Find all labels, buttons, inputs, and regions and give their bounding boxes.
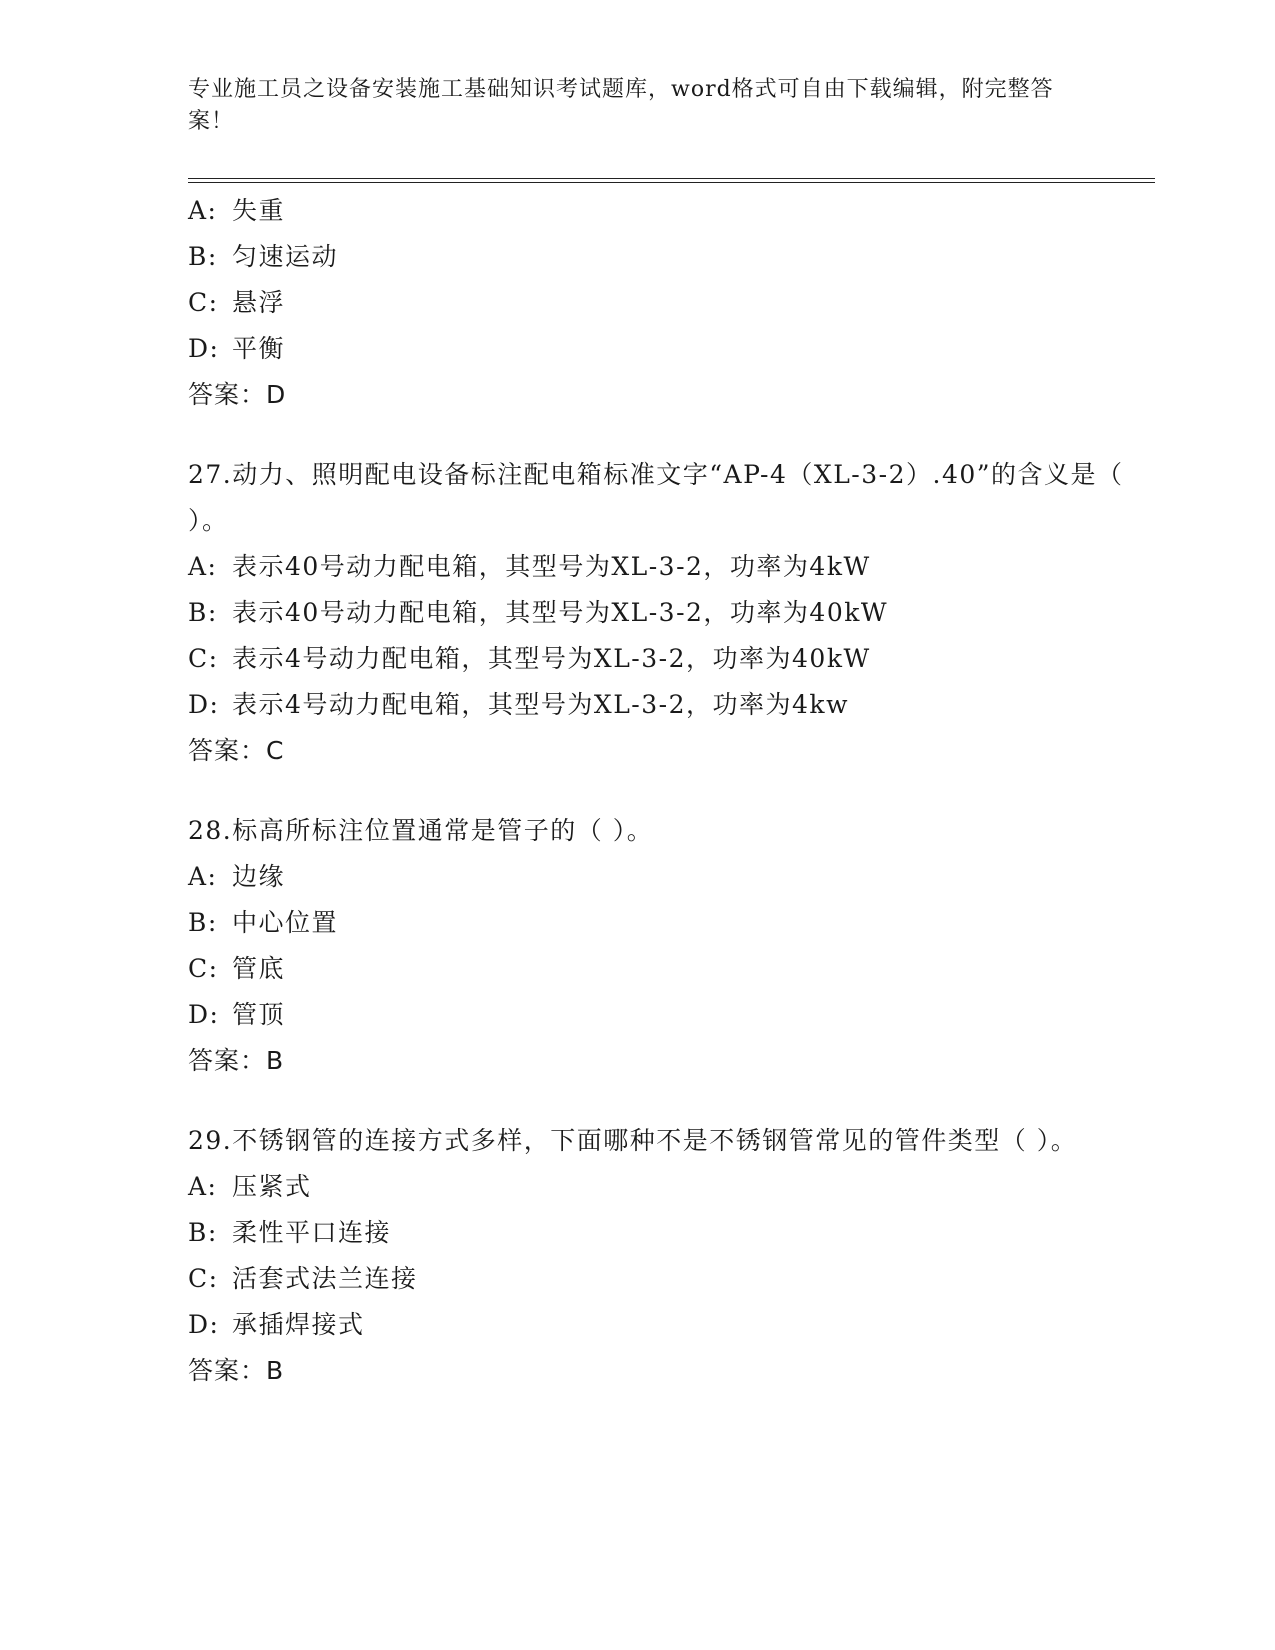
option-text: 表示40号动力配电箱，其型号为XL-3-2，功率为4kW <box>232 552 871 581</box>
answer-option <box>188 234 1158 280</box>
answer-option <box>188 280 1158 326</box>
option-text: 匀速运动 <box>232 242 339 271</box>
page-header: 专业施工员之设备安装施工基础知识考试题库，word格式可自由下载编辑，附完整答案！ <box>188 77 1054 134</box>
option-key: D: <box>188 334 220 363</box>
option-text: 承插焊接式 <box>232 1310 365 1339</box>
correct-answer: 答案：D <box>188 380 287 409</box>
option-text: 管顶 <box>232 1000 286 1029</box>
option-text: 中心位置 <box>232 908 339 937</box>
answer-option <box>188 1164 1158 1210</box>
answer-option <box>188 1302 1158 1348</box>
option-key: C: <box>188 288 219 317</box>
question-stem: 29.不锈钢管的连接方式多样，下面哪种不是不锈钢管常见的管件类型（ ）。 <box>188 1126 1078 1155</box>
option-key: B: <box>188 1218 218 1247</box>
answer-option <box>188 544 1158 590</box>
option-key: C: <box>188 644 219 673</box>
answer-option <box>188 1256 1158 1302</box>
question-spacer <box>188 418 1158 452</box>
option-text: 柔性平口连接 <box>232 1218 392 1247</box>
option-text: 管底 <box>232 954 286 983</box>
answer-option <box>188 992 1158 1038</box>
option-text: 表示40号动力配电箱，其型号为XL-3-2，功率为40kW <box>232 598 889 627</box>
option-key: A: <box>188 862 218 891</box>
header-divider-top <box>188 178 1155 179</box>
question-spacer <box>188 1084 1158 1118</box>
question-block <box>188 452 1158 774</box>
option-key: B: <box>188 598 218 627</box>
question-block <box>188 1118 1158 1394</box>
question-list <box>188 188 1158 1394</box>
answer-option <box>188 590 1158 636</box>
option-key: B: <box>188 242 218 271</box>
question-stem: 27.动力、照明配电设备标注配电箱标准文字“AP-4（XL-3-2）.40”的含义是（ ）。 <box>188 460 1124 535</box>
option-key: D: <box>188 1000 220 1029</box>
option-text: 表示4号动力配电箱，其型号为XL-3-2，功率为40kW <box>232 644 871 673</box>
answer-option <box>188 326 1158 372</box>
option-key: C: <box>188 1264 219 1293</box>
question-block <box>188 188 1158 418</box>
option-text: 悬浮 <box>232 288 286 317</box>
option-text: 活套式法兰连接 <box>232 1264 418 1293</box>
answer-option <box>188 900 1158 946</box>
answer-option <box>188 636 1158 682</box>
option-key: B: <box>188 908 218 937</box>
option-key: A: <box>188 552 218 581</box>
answer-option <box>188 854 1158 900</box>
correct-answer: 答案：C <box>188 736 285 765</box>
question-stem: 28.标高所标注位置通常是管子的（ ）。 <box>188 816 654 845</box>
question-block <box>188 808 1158 1084</box>
answer-option <box>188 1210 1158 1256</box>
option-text: 失重 <box>232 196 286 225</box>
correct-answer: 答案：B <box>188 1046 285 1075</box>
option-text: 平衡 <box>232 334 286 363</box>
option-key: C: <box>188 954 219 983</box>
option-key: A: <box>188 1172 218 1201</box>
question-spacer <box>188 774 1158 808</box>
answer-option <box>188 682 1158 728</box>
option-key: A: <box>188 196 218 225</box>
option-text: 表示4号动力配电箱，其型号为XL-3-2，功率为4kw <box>232 690 849 719</box>
correct-answer: 答案：B <box>188 1356 285 1385</box>
answer-option <box>188 188 1158 234</box>
option-text: 边缘 <box>232 862 286 891</box>
header-divider-bottom <box>188 182 1155 183</box>
option-key: D: <box>188 690 220 719</box>
option-text: 压紧式 <box>232 1172 312 1201</box>
option-key: D: <box>188 1310 220 1339</box>
answer-option <box>188 946 1158 992</box>
